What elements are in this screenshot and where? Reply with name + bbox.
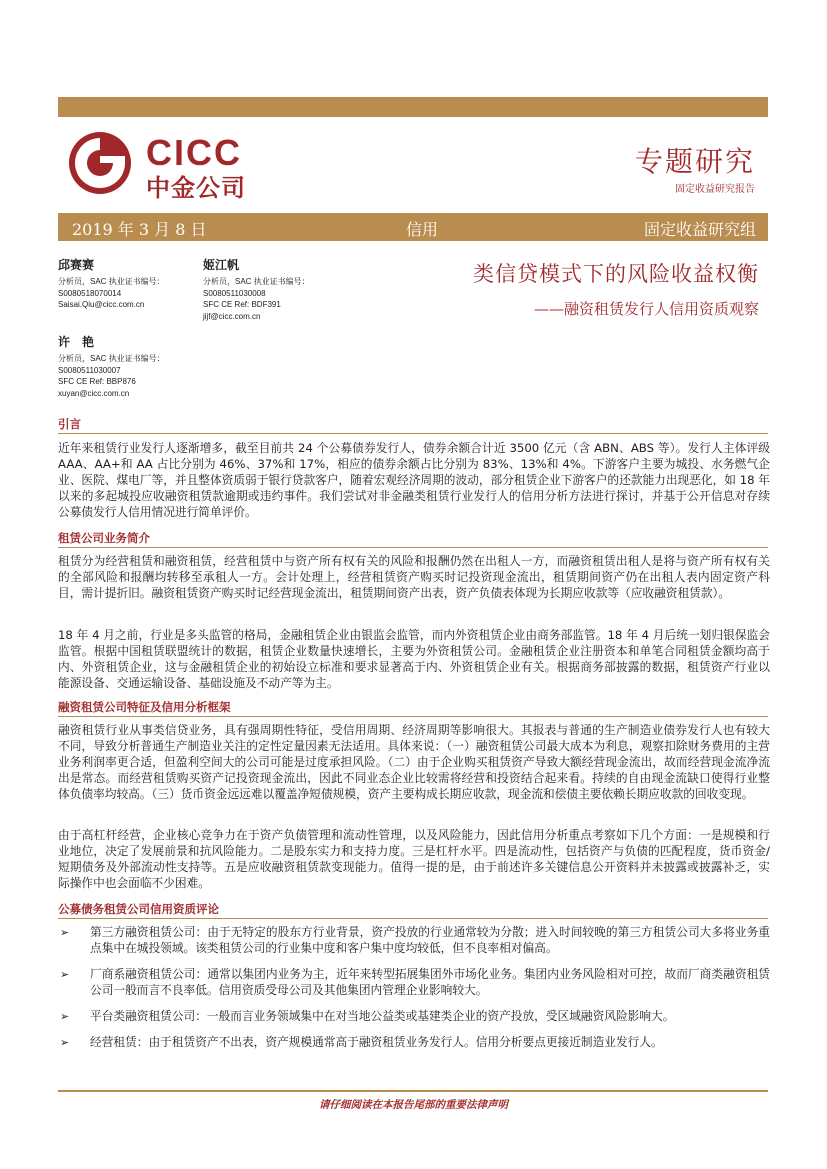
author-cert: S0080518070014 bbox=[58, 288, 122, 298]
bullet-arrow-icon: ➢ bbox=[60, 1010, 70, 1023]
report-date: 2019 年 3 月 8 日 bbox=[72, 220, 207, 239]
footer-divider bbox=[58, 1090, 768, 1092]
section-divider bbox=[58, 918, 768, 919]
framework-paragraph: 由于高杠杆经营，企业核心竞争力在于资产负债管理和流动性管理，以及风险能力，因此信用分析重点考察如下几个方面：一是规模和行业地位，决定了发展前景和抗风险能力。二是股东实力和支持力度。三是杠杆水平。四是流动性，包括资产与负债的匹配程度，货币资金/短期债务及外部流动性支持等。五是应收融资租赁款变现能力。值得一提的是，由于前述许多关键信息公开资料并未披露或披露补乏，实际操作中也会面临不少困难。 bbox=[58, 828, 770, 890]
author-block bbox=[203, 256, 310, 322]
legal-notice: 请仔细阅读在本报告尾部的重要法律声明 bbox=[319, 1099, 508, 1111]
author-cert: S0080511030007 bbox=[58, 365, 121, 375]
author-cert: S0080511030008 bbox=[203, 288, 266, 298]
author-block bbox=[58, 333, 165, 399]
section-divider bbox=[58, 433, 768, 434]
date-bar bbox=[58, 213, 768, 241]
section-divider bbox=[58, 716, 768, 717]
section-heading-evaluation: 公募债务租赁公司信用资质评论 bbox=[58, 902, 219, 916]
bullet-arrow-icon: ➢ bbox=[60, 968, 70, 981]
logo-text-cn: 中金公司 bbox=[146, 174, 246, 202]
evaluation-item: 厂商系融资租赁公司：通常以集团内业务为主，近年来转型拓展集团外市场化业务。集团内业务风险相对可控，故而厂商类融资租赁公司一般而言不良率低。信用资质受母公司及其他集团内管理企业影响较大。 bbox=[90, 967, 770, 997]
bullet-arrow-icon: ➢ bbox=[60, 926, 70, 939]
intro-paragraph: 近年来租赁行业发行人逐渐增多，截至目前共 24 个公募债券发行人，债券余额合计近 3500 亿元（含 ABN、ABS 等）。发行人主体评级 AAA、AA+和 AA 占比分别为 46%、37%和 17%，相应的债券余额占比分别为 83%、13%和 4%。下游客户主要为城投、水务燃气企业、医院、煤电厂等，并且整体资质弱于银行贷款客户，随着宏观经济周期的波动，部分租赁企业下游客户的还款能力出现恶化，如 18 年以来的多起城投应收融资租赁款逾期或违约事件。我们尝试对非金融类租赁行业发行人的信用分析方法进行探讨，并基于公开信息对存续公募债发行人信用情况进行简单评价。 bbox=[58, 441, 770, 519]
author-name: 姬江帆 bbox=[203, 258, 240, 272]
author-email[interactable]: xuyan@cicc.com.cn bbox=[58, 388, 130, 398]
report-category: 信用 bbox=[406, 220, 439, 239]
logo-text-en: CICC bbox=[146, 132, 242, 173]
author-role: 分析员，SAC 执业证书编号： bbox=[58, 277, 165, 286]
report-type: 专题研究 bbox=[634, 145, 755, 178]
framework-paragraph: 融资租赁行业从事类信贷业务，具有强周期性特征，受信用周期、经济周期等影响很大。其报表与普通的生产制造业债券发行人也有较大不同，导致分析普通生产制造业关注的定性定量因素无法适用。具体来说：（一）融资租赁公司最大成本为利息，观察扣除财务费用的主营业务利润率更合适，但盈利空间大的公司可能是过度承担风险。（二）由于企业购买租赁资产导致大额经营现金流出，故而经营现金流净流出是常态。而经营租赁购买资产记投资现金流出，因此不同业态企业比较需将经营和投资结合起来看。持续的自由现金流缺口使得行业整体负债率均较高。（三）货币资金远远难以覆盖净短债规模，资产主要构成长期应收款，现金流和偿债主要依赖长期应收款的回收变现。 bbox=[58, 723, 770, 801]
evaluation-item: 第三方融资租赁公司：由于无特定的股东方行业背景，资产投放的行业通常较为分散；进入时间较晚的第三方租赁公司大多将业务重点集中在城投领域。该类租赁公司的行业集中度和客户集中度均较低，但不良率相对偏高。 bbox=[90, 925, 770, 955]
author-email[interactable]: Saisai.Qiu@cicc.com.cn bbox=[58, 300, 145, 309]
business-paragraph: 租赁分为经营租赁和融资租赁，经营租赁中与资产所有权有关的风险和报酬仍然在出租人一方，而融资租赁出租人是将与资产所有权有关的全部风险和报酬均转移至承租人一方。会计处理上，经营租赁资产购买时记投资现金流出，租赁期间资产仍在出租人表内固定资产科目，需计提折旧。融资租赁资产购买时记经营现金流出，租赁期间资产出表，资产负债表体现为长期应收款等（应收融资租赁款）。 bbox=[58, 554, 770, 600]
author-name: 邱赛赛 bbox=[58, 258, 95, 272]
author-block bbox=[58, 256, 165, 311]
cicc-logo-icon bbox=[67, 130, 133, 196]
author-role: 分析员，SAC 执业证书编号： bbox=[58, 354, 165, 363]
report-subtype: 固定收益研究报告 bbox=[675, 184, 755, 195]
author-ce-ref: SFC CE Ref: BBP876 bbox=[58, 377, 136, 386]
section-divider bbox=[58, 547, 768, 548]
author-ce-ref: SFC CE Ref: BDF391 bbox=[203, 300, 281, 309]
author-email[interactable]: jijf@cicc.com.cn bbox=[203, 311, 261, 321]
section-heading-framework: 融资租赁公司特征及信用分析框架 bbox=[58, 700, 231, 714]
author-name: 许 艳 bbox=[58, 335, 95, 349]
report-subtitle: ——融资租赁发行人信用资质观察 bbox=[533, 300, 759, 318]
section-heading-business: 租赁公司业务简介 bbox=[58, 531, 150, 545]
business-paragraph: 18 年 4 月之前，行业是多头监管的格局，金融租赁企业由银监会监管，而内外资租赁企业由商务部监管。18 年 4 月后统一划归银保监会监管。根据中国租赁联盟统计的数据，租赁企业数量快速增长，主要为外资租赁公司。金融租赁企业注册资本和单笔合同租赁金额均高于内、外资租赁企业，这与金融租赁企业的初始设立标准和要求显著高于内、外资租赁企业有关。根据商务部披露的数据，租赁资产行业以能源设备、交通运输设备、基础设施及不动产等为主。 bbox=[58, 628, 770, 690]
evaluation-item: 经营租赁：由于租赁资产不出表，资产规模通常高于融资租赁业务发行人。信用分析要点更接近制造业发行人。 bbox=[90, 1035, 663, 1049]
top-color-bar bbox=[58, 97, 768, 117]
author-role: 分析员，SAC 执业证书编号： bbox=[203, 277, 310, 286]
report-title: 类信贷模式下的风险收益权衡 bbox=[473, 262, 759, 286]
research-team: 固定收益研究组 bbox=[643, 220, 756, 239]
section-heading-intro: 引言 bbox=[58, 417, 81, 431]
evaluation-item: 平台类融资租赁公司：一般而言业务领域集中在对当地公益类或基建类企业的资产投放，受区域融资风险影响大。 bbox=[90, 1009, 675, 1023]
bullet-arrow-icon: ➢ bbox=[60, 1036, 70, 1049]
